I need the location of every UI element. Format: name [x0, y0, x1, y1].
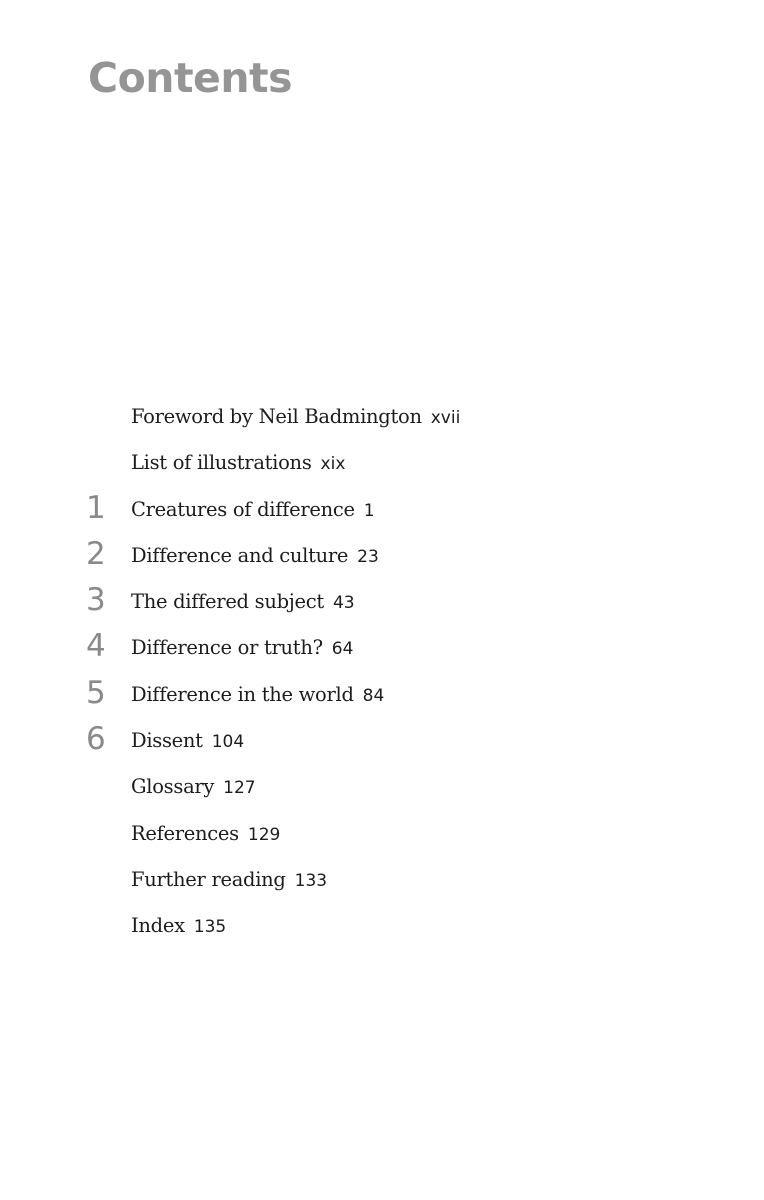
- toc-entry-title: [131, 543, 379, 568]
- toc-entry-title: [131, 821, 280, 846]
- toc-entry-title: [131, 497, 375, 522]
- toc-entry-page-number: xix: [320, 454, 346, 475]
- chapter-number: 1: [86, 489, 106, 526]
- toc-entry-page-number: 104: [211, 732, 245, 753]
- toc-entry-page-number: 64: [331, 639, 354, 660]
- toc-entry-page-number: 129: [247, 824, 281, 845]
- toc-entry-page-number: 43: [332, 593, 355, 614]
- toc-entry-title: [131, 774, 256, 799]
- toc-entry-title-text: Further reading: [131, 867, 286, 891]
- toc-entry-title: [131, 589, 355, 614]
- toc-entry-title: [131, 635, 353, 660]
- toc-entry-title-text: List of illustrations: [131, 451, 312, 475]
- chapter-number: 5: [86, 674, 106, 711]
- toc-entry-title-text: The differed subject: [131, 590, 324, 614]
- toc-entry-title-text: Foreword by Neil Badmington: [131, 405, 422, 428]
- page-title: Contents: [88, 54, 293, 102]
- toc-entry-title-text: References: [131, 821, 239, 845]
- toc-entry-page-number: 23: [357, 546, 379, 567]
- toc-entry-further-reading: [0, 867, 600, 913]
- toc-entry-page-number: 84: [362, 685, 385, 706]
- toc-entry-index: [0, 913, 600, 959]
- toc-entry-foreword: [0, 404, 600, 450]
- toc-entry-title-text: Difference or truth?: [131, 636, 323, 660]
- table-of-contents: [0, 404, 600, 960]
- chapter-number: 6: [86, 721, 106, 758]
- chapter-number: 3: [86, 582, 106, 619]
- toc-entry-page-number: 127: [223, 778, 256, 799]
- chapter-number: 2: [86, 535, 106, 572]
- toc-entry-page-number: xvii: [430, 408, 461, 428]
- toc-entry-title: [131, 450, 345, 475]
- toc-entry-title: [131, 728, 244, 753]
- toc-entry-page-number: 1: [363, 500, 375, 521]
- toc-entry-title-text: Dissent: [131, 729, 203, 753]
- toc-entry-title-text: Difference and culture: [131, 543, 349, 567]
- toc-entry-title-text: Creatures of difference: [131, 497, 355, 521]
- toc-entry-title-text: Glossary: [131, 775, 215, 799]
- toc-entry-page-number: 133: [294, 870, 328, 891]
- toc-entry-references: [0, 821, 600, 867]
- toc-entry-page-number: 135: [193, 917, 227, 938]
- chapter-number: 4: [86, 628, 106, 665]
- toc-entry-title: [131, 913, 226, 938]
- toc-entry-title: [131, 867, 327, 892]
- toc-entry-title: [131, 682, 384, 707]
- toc-entry-chapter-6: [0, 721, 600, 774]
- toc-entry-glossary: [0, 774, 600, 820]
- toc-entry-title: [131, 404, 460, 429]
- toc-entry-title-text: Index: [131, 914, 185, 938]
- toc-entry-title-text: Difference in the world: [131, 682, 354, 706]
